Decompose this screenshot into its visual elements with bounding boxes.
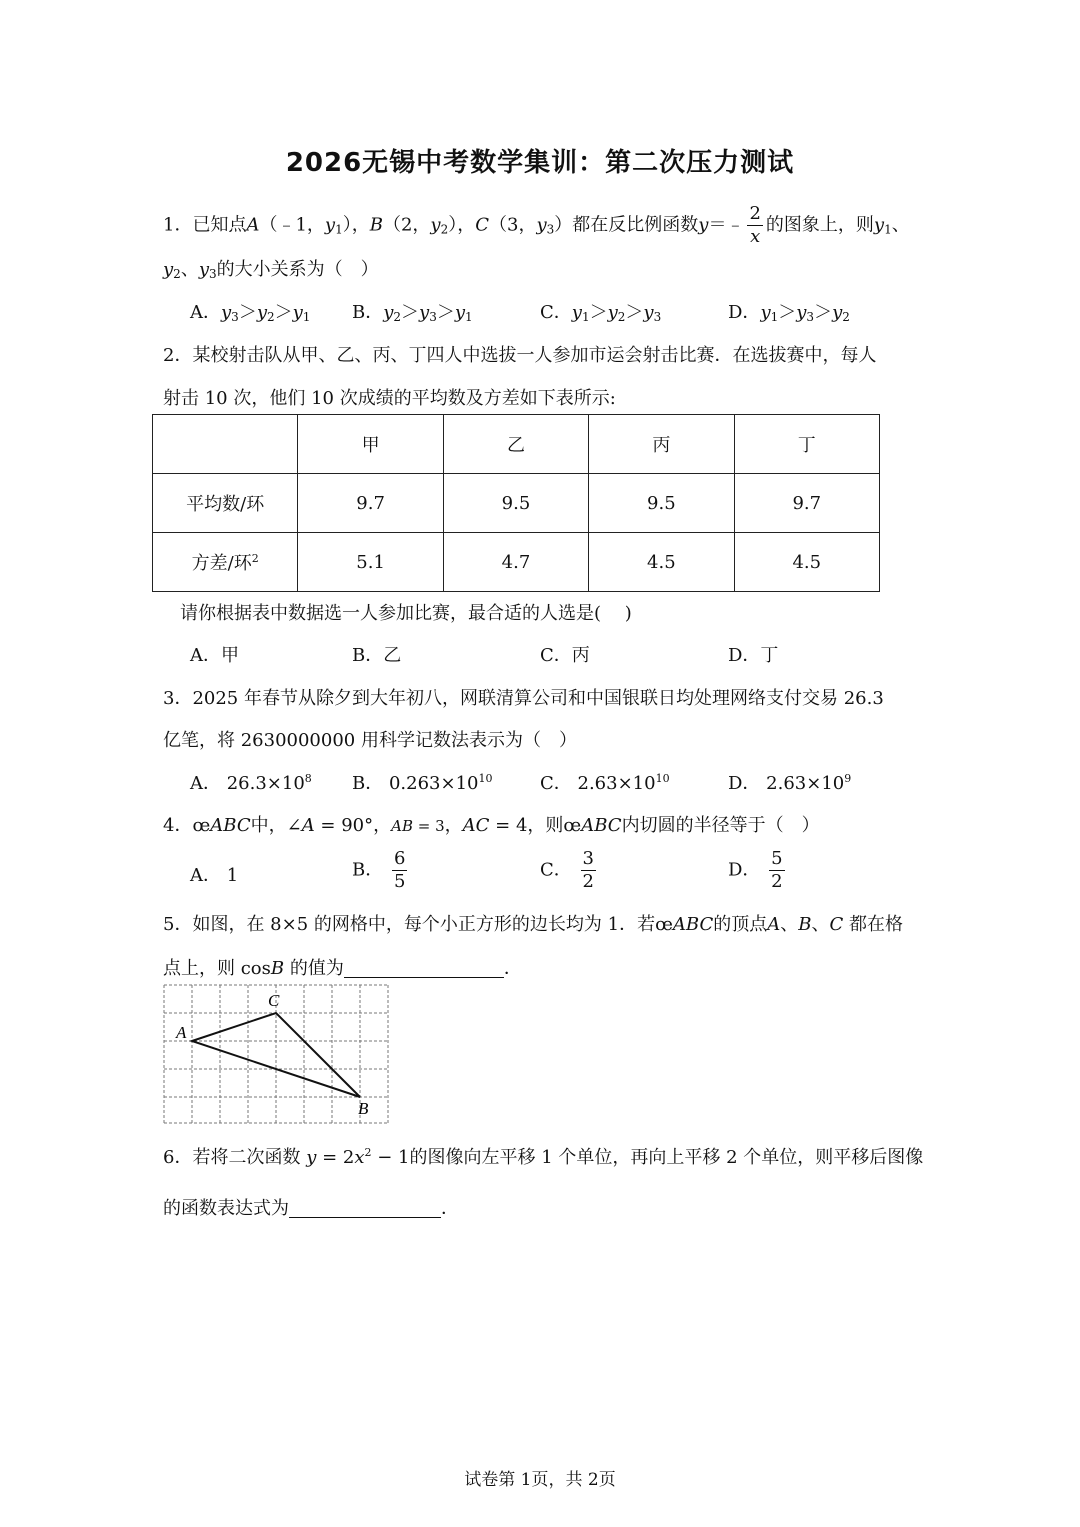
- table-cell: 9.5: [589, 474, 734, 533]
- answer-blank[interactable]: [289, 1197, 441, 1218]
- answer-blank[interactable]: [344, 957, 504, 978]
- label-c: C: [268, 991, 280, 1010]
- q3-line2: 亿笔，将 2630000000 用科学记数法表示为（ ）: [163, 730, 577, 751]
- q1-line1: 1．已知点A（﹣1，$y_1$），B（2，$y_2$），C（3，$y_3$）都在反比例函数y＝﹣ $\frac{2}{x}$ 的图象上，则$y_1$、: [163, 203, 910, 247]
- q2-prompt: 请你根据表中数据选一人参加比赛，最合适的人选是( ): [180, 603, 632, 624]
- q1-fraction: $\frac{2}{x}$: [749, 203, 761, 247]
- q2-option-b: B．乙: [352, 645, 402, 666]
- page-footer: 试卷第 1页，共 2页: [464, 1470, 616, 1490]
- q1-text-c: 的图象上，则: [765, 214, 874, 236]
- label-b: B: [358, 1099, 369, 1118]
- q1-text-line2: 的大小关系为（ ）: [216, 259, 379, 280]
- q1-option-c: C．$y_1>y_2>y_3$: [540, 302, 662, 324]
- table-header-cell: [153, 415, 298, 474]
- q1-text-a: 1．已知点: [163, 214, 247, 236]
- q1-option-a: A．$y_3>y_2>y_1$: [190, 302, 311, 324]
- table-cell: 9.7: [298, 474, 443, 533]
- q4-option-a: A． 1: [190, 865, 239, 886]
- label-a: A: [176, 1023, 187, 1042]
- table-cell: 平均数/环: [153, 474, 298, 533]
- q1-option-d: D．$y_1>y_3>y_2$: [728, 302, 850, 324]
- table-header-cell: 甲: [298, 415, 443, 474]
- q3-option-b: B． $0.263\times 10^{10}$: [352, 772, 493, 794]
- q4-option-d: D． $\frac{5}{2}$: [728, 848, 783, 892]
- q5-line2: 点上，则 cosB 的值为 ．: [163, 958, 522, 979]
- q5-line1: 5．如图，在 8×5 的网格中，每个小正方形的边长均为 1．若œABC的顶点A、B、C 都在格: [163, 914, 903, 935]
- q6-line2: 的函数表达式为 ．: [163, 1198, 459, 1219]
- q3-option-c: C． $2.63\times 10^{10}$: [540, 772, 670, 794]
- q4-line1: 4．œABC中，∠A = 90°，AB = 3，AC = 4，则œABC内切圆的半径等于（ ）: [163, 815, 820, 836]
- table-cell: 4.7: [443, 533, 588, 592]
- table-cell: 9.7: [734, 474, 879, 533]
- q1-text-b: 都在反比例函数: [572, 214, 699, 236]
- q1-line2: $y_2$、$y_3$的大小关系为（ ）: [163, 259, 379, 281]
- table-row: [153, 474, 880, 533]
- q3-option-d: D． $2.63\times 10^9$: [728, 772, 852, 794]
- q2-line1: 2．某校射击队从甲、乙、丙、丁四人中选拔一人参加市运会射击比赛．在选拔赛中，每人: [163, 345, 877, 366]
- q3-option-a: A． $26.3\times 10^8$: [190, 772, 312, 794]
- table-cell: 4.5: [589, 533, 734, 592]
- table-header-row: [153, 415, 880, 474]
- table-cell: 9.5: [443, 474, 588, 533]
- table-cell: 4.5: [734, 533, 879, 592]
- q2-option-d: D．丁: [728, 645, 779, 666]
- grid-figure: [162, 984, 392, 1124]
- page-title: 2026无锡中考数学集训：第二次压力测试: [285, 148, 795, 178]
- q6-line1: 6．若将二次函数 $y = 2x^2 - 1$的图像向左平移 1 个单位，再向上平移 2 个单位，则平移后图像: [163, 1146, 924, 1168]
- table-row: [153, 533, 880, 592]
- table-cell: 5.1: [298, 533, 443, 592]
- score-table: [152, 414, 880, 592]
- table-header-cell: 丙: [589, 415, 734, 474]
- q2-option-a: A．甲: [190, 645, 239, 666]
- table-header-cell: 乙: [443, 415, 588, 474]
- table-cell: 方差/环$^2$: [153, 533, 298, 592]
- table-header-cell: 丁: [734, 415, 879, 474]
- q2-option-c: C．丙: [540, 645, 590, 666]
- q3-line1: 3．2025 年春节从除夕到大年初八，网联清算公司和中国银联日均处理网络支付交易 26.3: [163, 688, 884, 709]
- q4-option-b: B． $\frac{6}{5}$: [352, 848, 406, 892]
- q2-line2: 射击 10 次，他们 10 次成绩的平均数及方差如下表所示:: [163, 388, 616, 409]
- q1-option-b: B．$y_2>y_3>y_1$: [352, 302, 473, 324]
- q4-option-c: C． $\frac{3}{2}$: [540, 848, 594, 892]
